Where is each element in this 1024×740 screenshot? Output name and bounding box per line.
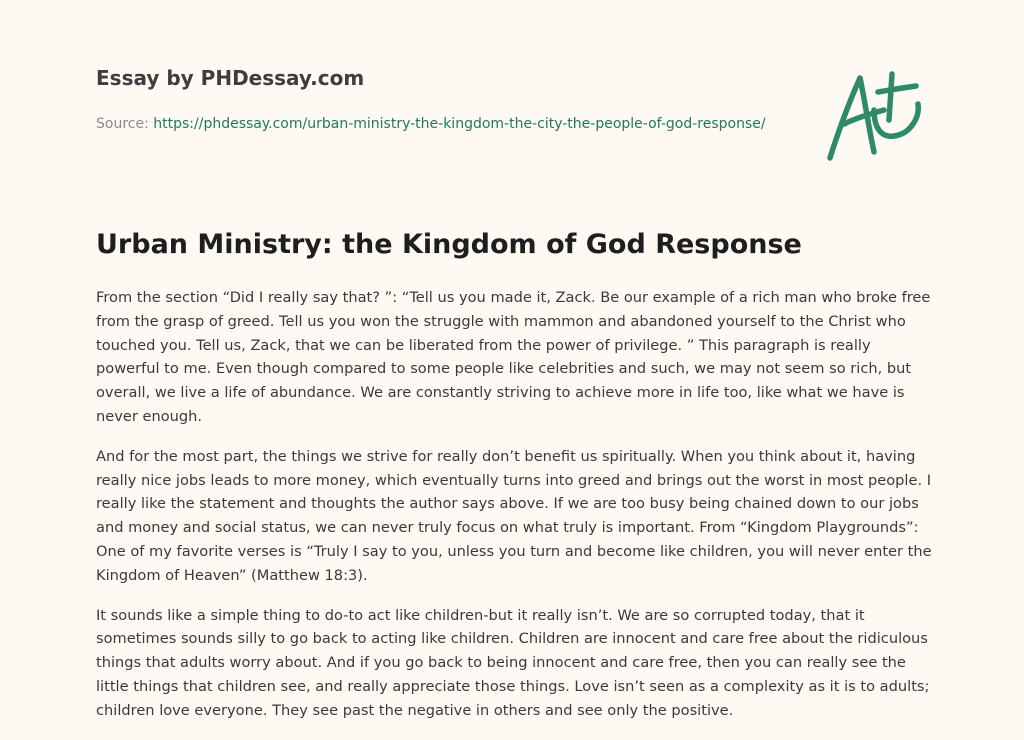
essay-paragraph: It sounds like a simple thing to do-to act like children-but it really isn’t. We are so corrupted today, that it sometimes sounds silly to go back to acting like children. Children are innocent and care free about the ridiculous things that adults worry about. And if you go back to being innocent and care free, then you can really see the little things that children see, and really appreciate those things. Love isn’t seen as a complexity as it is to adults; children love everyone. They see past the negative in others and see only the positive. [96, 606, 930, 719]
essay-paragraph: And for the most part, the things we strive for really don’t benefit us spiritually. When you think about it, having really nice jobs leads to more money, which eventually turns into greed and brings out the worst in most people. I really like the statement and thoughts the author says above. If we are too busy being chained down to our jobs and money and social status, we can never truly focus on what truly is important. From “Kingdom Playgrounds”: One of my favorite verses is “Truly I say to you, unless you turn and become like children, you will never enter the Kingdom of Heaven” (Matthew 18:3). [96, 447, 932, 584]
source-label: Source: [96, 116, 149, 132]
a-plus-grade-icon [818, 66, 930, 166]
essay-body [96, 286, 934, 739]
source-line [96, 112, 816, 136]
essay-paragraph: From the section “Did I really say that? ”: “Tell us you made it, Zack. Be our example of a rich man who broke free from the grasp of greed. Tell us you won the struggle with mammon and abandoned yourself to the Christ who touched you. Tell us, Zack, that we can be liberated from the power of privilege. ” This paragraph is really powerful to me. Even though compared to some people like celebrities and such, we may not seem so rich, but overall, we live a life of abundance. We are constantly striving to achieve more in life too, like what we have is never enough. [96, 289, 931, 425]
source-link[interactable]: https://phdessay.com/urban-ministry-the-kingdom-the-city-the-people-of-god-response/ [153, 116, 766, 132]
essay-title: Urban Ministry: the Kingdom of God Response [96, 229, 802, 260]
site-brand: Essay by PHDessay.com [96, 66, 365, 90]
page-header [96, 64, 816, 136]
